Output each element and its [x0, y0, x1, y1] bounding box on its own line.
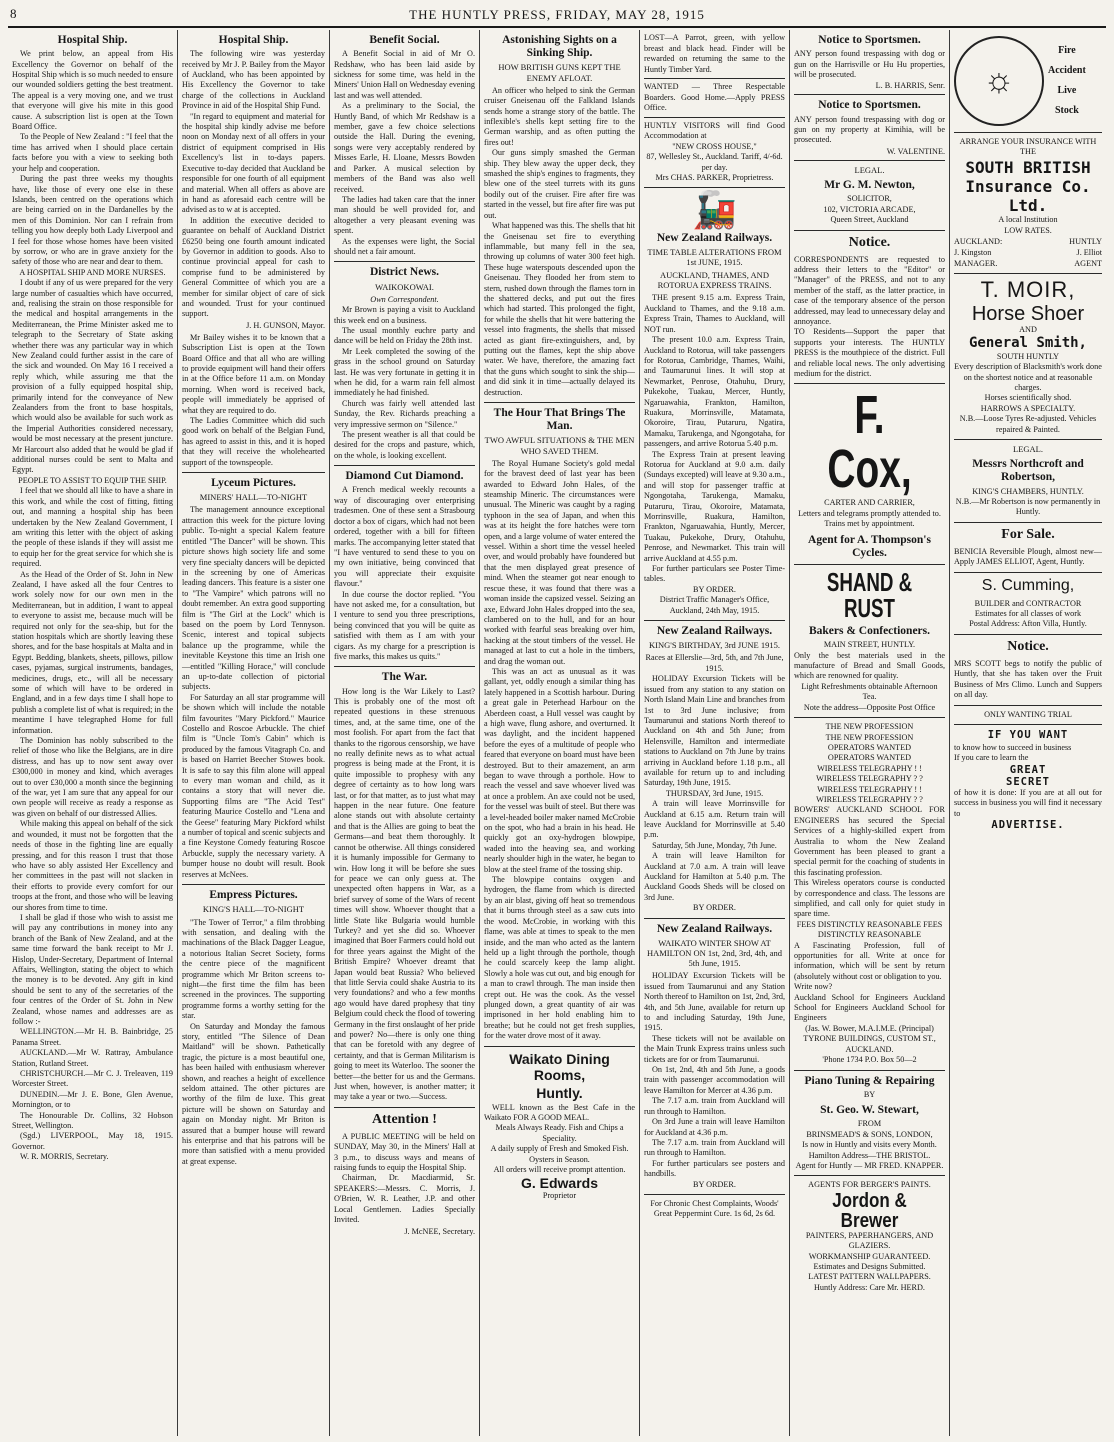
agent-cell: HUNTLY	[1069, 237, 1102, 247]
ad-title: New Zealand Railways.	[656, 922, 773, 935]
divider	[334, 465, 475, 466]
agent-cell: MANAGER.	[954, 259, 998, 269]
ad-headline: T. MOIR,	[980, 277, 1076, 303]
ad-text: CORRESPONDENTS are requested to address their letters to the "Editor" or "Manager" of the PRESS, and not to any member of the staff, as the latter practice, in case of the temporary absence of the person addressed, may lead to unnecessary delay and annoyance.	[794, 254, 945, 326]
ad-text: This Wireless operators course is conducted by correspondence and class. The lessons are simplified, and call only for quiet study in spare time.	[794, 878, 945, 919]
ad-headline: SECRET	[1006, 775, 1050, 788]
article-paragraph: We print below, an appeal from His Excellency the Governor on behalf of the Hospital Ship which is so much needed to ensure our wounded soldiers getting the best treatment. The appeal is a very moving one, and we trust that everyone will give his mite in this good cause. A subscription list is open at the Town Board Office.	[12, 49, 173, 132]
ad-text: Auckland School for Engineers Auckland School for Engineers Auckland School for Engineers	[794, 992, 945, 1023]
ad-text: FROM	[857, 1119, 882, 1129]
ad-headline: F. Cox,	[827, 385, 912, 500]
column-1	[8, 30, 178, 1436]
ad-title: Messrs Northcroft and Robertson,	[972, 458, 1084, 484]
article-subtitle: TWO AWFUL SITUATIONS & THE MEN WHO SAVED THEM.	[484, 435, 635, 456]
ad-text: LOST—A Parrot, green, with yellow breast and black head. Finder will be rewarded on returning the same to the Huntly Timber Yard.	[644, 33, 785, 74]
divider	[954, 724, 1102, 725]
ad-text: BRINSMEAD'S & SONS, LONDON,	[806, 1129, 933, 1139]
ad-text: TO Residents—Support the paper that supports your interests. The HUNTLY PRESS is the mouthpiece of the district. Full and reliable local news. The only advertising medium for the district.	[794, 327, 945, 378]
divider	[954, 439, 1102, 440]
ad-text: ARRANGE YOUR INSURANCE WITH THE	[959, 137, 1097, 157]
article-paragraph: Church was fairly well attended last Sunday, the Rev. Richards preaching a very impressive sermon on "Silence."	[334, 398, 475, 429]
ad-text: CARTER AND CARRIER,	[824, 498, 915, 508]
ad-text: District Traffic Manager's Office, Auckland, 24th May, 1915.	[659, 595, 770, 615]
divider	[334, 261, 475, 262]
article-title: Diamond Cut Diamond.	[345, 470, 464, 483]
agent-cell: J. Kingston	[954, 248, 992, 258]
ad-text: SOUTH HUNTLY	[996, 351, 1060, 361]
ad-headline: SHAND & RUST	[826, 567, 913, 624]
article-subtitle: WAIKOKOWAI.	[375, 281, 434, 292]
ad-headline: General Smith,	[968, 334, 1087, 351]
ad-title: Huntly.	[536, 1084, 583, 1101]
masthead	[8, 4, 1106, 28]
ad-text: 87, Wellesley St., Auckland. Tariff, 4/-6d. per day.	[646, 152, 783, 172]
ad-text: WORKMANSHIP GUARANTEED.	[808, 1251, 931, 1261]
article-paragraph: The Royal Humane Society's gold medal for the bravest deed of last year has been awarded to Edward John Hales, of the steamship Mineric. The circumstances were unusual. The Mineric was caught by a raging typhoon in the sea of Japan, and when this was at its height the fore hatches were torn open, and a large volume of water entered the vessel. Within a short time the vessel heeled over, and would probably have foundered but that the men displayed great presence of mind. When the steamer got near enough to rescue these, it was found that there was a woman inside the capsized vessel. Seizing an axe, Edward John Hales dropped into the sea, clambered on to the hull, and for an hour worked with fearful seas breaking over him, hacking at the stout timbers of the vessel. He managed at last to cut a hole in the timbers, and drag the woman out.	[484, 458, 635, 666]
ad-text: BY ORDER.	[693, 584, 736, 594]
article-paragraph: The Dominion has nobly subscribed to the relief of those who like the Belgians, are in dire distress, and has up to now sent away over £300,000 in money and kind, which averages out to over £30,000 a month since the beginning of the war, yet I am sure that any appeal for our own people will receive as ready a response as was given on behalf of our distressed Allies.	[12, 736, 173, 818]
ad-title: Piano Tuning & Repairing	[804, 1074, 935, 1087]
ad-text: WIRELESS TELEGRAPHY ? ?	[816, 774, 923, 784]
ad-title: Bakers & Confectioners.	[808, 625, 931, 638]
ad-text: WELL known as the Best Cafe in the Waikato FOR A GOOD MEAL.	[484, 1102, 635, 1122]
address-line: DUNEDIN.—Mr J. E. Bone, Glen Avenue, Mornington, or to	[12, 1089, 173, 1110]
ad-text: If you care to learn the	[954, 753, 1029, 763]
article-subtitle: KING'S HALL—TO-NIGHT	[202, 904, 305, 915]
ad-text: AGENTS FOR BERGER'S PAINTS.	[808, 1180, 931, 1190]
article-title: District News.	[370, 266, 439, 279]
ad-title: St. Geo. W. Stewart,	[820, 1104, 919, 1117]
ad-text: ANY person found trespassing with dog or gun on the Harrisville or Hu Hu properties, will be prosecuted.	[794, 49, 945, 80]
ad-text: FEES DISTINCTLY REASONABLE FEES DISTINCTLY REASONABLE	[796, 919, 943, 940]
ad-text: A PUBLIC MEETING will be held on SUNDAY, May 30, in the Miners' Hall at 3 p.m., to discuss ways and means of raising funds to equip the Hospital Ship.	[334, 1131, 475, 1173]
article-subhead: A HOSPITAL SHIP AND MORE NURSES.	[19, 267, 166, 277]
ad-text: THE NEW PROFESSION	[825, 732, 914, 742]
divider	[954, 634, 1102, 635]
classified-ad	[644, 118, 785, 188]
article-paragraph: In addition the executive decided to guarantee on behalf of Auckland District £6250 being one fourth amount indicated by Governor in addition to goods. Also to continue provincial appeal for cash to comprise fund to be administered by General Committee of which you are a member for similar object of care of sick and wounded. Trust for your continued support.	[182, 215, 325, 319]
ad-text: A Fascinating Profession, full of opportunities for all. Write at once for information, which will be sent by return (absolutely without cost or obligation to you.	[794, 940, 945, 981]
ad-text: THE present 9.15 a.m. Express Train, Auckland to Thames, and the 9.18 a.m. Express Train, Thames to Auckland, will NOT run.	[644, 293, 785, 334]
ad-text: HARROWS A SPECIALTY.	[980, 403, 1076, 413]
article-title: The War.	[381, 671, 428, 684]
article-paragraph: The present weather is all that could be desired for the crops and pasture, which, on the whole, is looking excellent.	[334, 430, 475, 460]
ad-text: Trains met by appointment.	[824, 519, 915, 529]
insurance-labels	[1048, 41, 1086, 121]
ad-title: Agent for A. Thompson's Cycles.	[808, 533, 931, 559]
ad-text: ONLY WANTING TRIAL	[984, 709, 1072, 719]
column-5	[640, 30, 790, 1436]
article-subtitle: MINERS' HALL—TO-NIGHT	[199, 492, 308, 503]
ad-text: to know how to succeed in business	[954, 742, 1072, 752]
ad-text: BY	[863, 1089, 876, 1099]
ad-text: A daily supply of Fresh and Smoked Fish.	[490, 1144, 629, 1154]
column-6	[790, 30, 950, 1436]
signature: L. B. HARRIS, Senr.	[875, 81, 945, 91]
insurance-label: Stock	[1054, 105, 1079, 116]
article-paragraph: As the Head of the Order of St. John in New Zealand, I have asked all the four Centres to work solely now for our own men in the Mediterranean, but in addition, I want to appeal to everyone to assist me, because much will be required not only for the sea-ship, but for the station hospitals which are shortly leaving these shores, and for the base hospitals at Malta and in Egypt. Bedding, blankets, sheets, pillows, pillow cases, pyjamas, surgical instruments, bandages, medicines, drugs, etc., will all be necessary some of which will have to be ordered in England, and in a few days time I shall hope to publish a complete list of what is required; in the meantime I have telegraphed Home for full information.	[12, 569, 173, 735]
divider	[954, 522, 1102, 523]
article-paragraph: I shall be glad if those who wish to assist me will pay any contributions in money into any branch of the Bank of New Zealand, and at the same time forward the bank receipt to Mr J. Hislop, Under-Secretary, Department of Internal Affairs, Wellington, stating the object to which the money is to be devoted. Any gift in kind should be sent to any of the secretaries of the four centres of the Order of St. John in New Zealand, whose names and addresses are as follow :-	[12, 912, 173, 1026]
divider	[794, 1070, 945, 1071]
article-paragraph: On Saturday and Monday the famous story, entitled "The Silence of Dean Maitland" will be shown. Pathetically tragic, the picture is a most beautiful one, has been hailed with enthusiasm wherever shown, and reaches a height of excellence seldom attained. The other pictures are worthy of the film de luxe. This great picture will be shown on Saturday and again on Monday night. Mr Briton is assured that a bumper house will reward his enterprise and that his patrons will be more than satisfied with a menu provided at great expense.	[182, 1021, 325, 1166]
ad-text: THURSDAY, 3rd June, 1915.	[665, 788, 764, 798]
divider	[182, 472, 325, 473]
ad-text: THE NEW PROFESSION	[825, 722, 914, 732]
ad-text: Meals Always Ready. Fish and Chips a Speciality.	[495, 1123, 624, 1143]
ad-text: Every description of Blacksmith's work done on the shortest notice and at reasonable charges.	[954, 362, 1102, 392]
ad-headline: S. Cumming,	[981, 576, 1075, 594]
ad-title: Notice.	[848, 234, 891, 250]
column-4	[480, 30, 640, 1436]
ad-title: Waikato Dining Rooms,	[509, 1050, 610, 1083]
ad-text: The 7.17 a.m. train from Auckland will run through to Hamilton.	[644, 1137, 785, 1158]
divider	[954, 705, 1102, 706]
insurance-label: Fire	[1058, 45, 1076, 56]
ad-text: OPERATORS WANTED	[827, 742, 912, 752]
ad-text: 'Phone 1734 P.O. Box 50—2	[822, 1055, 917, 1065]
article-paragraph: "The Tower of Terror," a film throbbing with sensation, and dealing with the machinations of the Black Dagger League, a notorious Italian Secret Society, forms the centre piece of the magnificent programme which Mr Briton screens to-night—the first time the film has been screened in the provinces. The supporting programme forms a worthy setting for the star.	[182, 917, 325, 1021]
divider	[334, 666, 475, 667]
article-paragraph: The usual monthly euchre party and dance will be held on Friday the 28th inst.	[334, 325, 475, 346]
article-paragraph: In due course the doctor replied. "You have not asked me, for a consultation, but I venture to send you three prescriptions, being convinced that you will be quite as satisfied with them as I am with your cigars. As my charge for a prescription is five marks, this makes us quits."	[334, 589, 475, 661]
ad-headline: Jordon & Brewer	[832, 1189, 907, 1232]
ad-headline: ADVERTISE.	[991, 819, 1065, 832]
agent-row	[954, 236, 1102, 247]
divider	[644, 1194, 785, 1195]
ad-subtitle: WAIKATO WINTER SHOW AT HAMILTON ON 1st, 2nd, 3rd, 4th, and 5th June, 1915.	[646, 937, 783, 969]
ad-subtitle: TIME TABLE ALTERATIONS FROM 1st JUNE, 1915.	[647, 246, 782, 267]
article-paragraph: Mr Brown is paying a visit to Auckland this week end on a business.	[334, 305, 475, 325]
ad-headline: Insurance Co. Ltd.	[965, 177, 1091, 216]
ad-text: OPERATORS WANTED	[827, 753, 912, 763]
ad-headline: SOUTH BRITISH	[965, 157, 1091, 177]
ad-text: AND	[1019, 324, 1037, 334]
ad-text: PAINTERS, PAPERHANGERS, AND GLAZIERS.	[805, 1230, 934, 1251]
column-7	[950, 30, 1106, 1436]
ad-title: Notice to Sportsmen.	[818, 34, 921, 46]
insurance-label: Live	[1057, 85, 1077, 96]
ad-text: SOLICITOR,	[847, 194, 892, 204]
page-number: 8	[10, 6, 18, 21]
article-paragraph: During the past three weeks my thoughts have, like those of every one else in these Islands, been centred on the operations which are being carried on in the Dardanelles by the men of this Dominion. Nor can I refrain from telling you how deeply both Lady Liverpool and I feel for those whose homes have been visited by sorrow, or who are in grave anxiety for the safety of those who are near and dear to them.	[12, 174, 173, 267]
ad-text: LOW RATES.	[1004, 225, 1052, 235]
ad-text: HOLIDAY Excursion Tickets will be issued from Taumarunui and any Station North thereof to Hamilton on 1st, 2nd, 3rd, 4th, and 5th June, available for return up to and including Saturday, 19th June, 1915.	[644, 971, 785, 1033]
ad-title: Attention !	[372, 1111, 437, 1127]
locomotive-icon: 🚂	[692, 189, 737, 230]
article-paragraph: The ladies had taken care that the inner man should be well provided for, and altogether a very pleasant evening was spent.	[334, 194, 475, 236]
ad-text: Estimates for all classes of work	[974, 609, 1082, 619]
ad-text: Mrs CHAS. PARKER, Proprietress.	[655, 173, 774, 182]
signature: W. VALENTINE.	[886, 146, 945, 156]
ad-text: Huntly Address: Care Mr. HERD.	[814, 1282, 925, 1292]
ad-text: LATEST PATTERN WALLPAPERS.	[808, 1272, 931, 1282]
agent-cell: J. Elliot	[1076, 248, 1102, 258]
ad-text: Races at Ellerslie—3rd, 5th, and 7th June, 1915.	[645, 653, 784, 673]
ad-text: Write now?	[794, 982, 833, 992]
article-paragraph: The blowpipe contains oxygen and hydrogen, the flame from which is directed by an air blast, giving off heat so tremendous that it burns through steel as a saw cuts into the wood. McCrobie, in working with this flame, was able at times to speak to the men inside, and the man who acted as the lantern held up a light through the porthole, though he could scarcely keep the lamp alight. Slowly a hole was cut out, and big enough for a man to crawl through. The man inside then crept out. He was the cook. As the vessel plunged down, a great quantity of air was imprisoned in her hold enabling him to breathe; but he could not get fresh supplies, for the water drove most of it away.	[484, 875, 635, 1041]
article-paragraph: To the People of New Zealand : "I feel that the time has arrived when I should place certain facts before you with a view to seeking both your help and cooperation.	[12, 132, 173, 173]
article-subtitle: HOW BRITISH GUNS KEPT THE ENEMY AFLOAT.	[498, 62, 621, 83]
article-paragraph: I feel that we should all like to have a share in this work, and while the cost of fitting, fitting out, and manning a hospital ship has been undertaken by the New Zealand Government, I am writing this letter with the object of asking the people of these islands if they will assist me to equip her for the great service for which she is required.	[12, 486, 173, 569]
ad-text: Is now in Huntly and visits every Month.	[802, 1140, 937, 1150]
ad-text: WIRELESS TELEGRAPHY ? ?	[816, 794, 923, 804]
divider	[954, 273, 1102, 274]
ad-subtitle: AUCKLAND, THAMES, AND ROTORUA EXPRESS TRAINS.	[657, 270, 772, 291]
ad-text: WIRELESS TELEGRAPHY ! !	[817, 784, 922, 794]
agent-cell: AUCKLAND:	[954, 237, 1003, 247]
address-line: WELLINGTON.—Mr H. B. Bainbridge, 25 Panama Street.	[12, 1027, 173, 1047]
ad-text: On 1st, 2nd, 4th and 5th June, a goods train with passenger accommodation will leave Hamilton for Mercer at 4.36 p.m.	[644, 1065, 785, 1095]
ad-subtitle: LEGAL.	[1013, 444, 1043, 455]
article-paragraph: I doubt if any of us were prepared for the very large number of casualties which have occurred, and, realising the strain on those responsible for the medical and hospital arrangements in the Mediterranean, the Prime Minister asked me to telegraph to the Secretary of State asking whether there was any particular way in which New Zealand could further assist in the care of the sick and wounded. On May 16 I received a reply which, while assuring me that the provision of a fully equipped hospital ship, primarily intend for the conveyance of New Zealanders from the front to base hospitals, which would also be available for such work as the Imperial Authorities considered necessary, would be most necessary at the present juncture. Mr Harcourt also added that he would be glad if additional nurses could be sent to Malta and Egypt.	[12, 278, 173, 475]
article-paragraph: An officer who helped to sink the German cruiser Gneisenau off the Falkland Islands sends home a strange story of the battle. The inflexible's shells kept setting fire to the German warship, and as often putting the fires out!	[484, 85, 635, 147]
ad-text: MRS SCOTT begs to notify the public of Huntly, that she has taken over the Fruit Business of Mrs Climo. Lunch and Suppers on all day.	[954, 658, 1102, 700]
ad-text: HOLIDAY Excursion Tickets will be issued from any station to any station on North Island Main Line and branches from 1st to 3rd June inclusive; from Taumarunui and stations North thereof to Auckland on 4th and 5th June; from Helensville, Hamilton and intermediate stations to Auckland on 7th June by trains arriving in Auckland before 1.18 p.m., all available for return up to and including Saturday, 19th June, 1915.	[644, 674, 785, 788]
ad-text: BY ORDER.	[693, 1179, 736, 1189]
ad-text: Hamilton Address—THE BRISTOL.	[808, 1150, 931, 1160]
ad-text: A local Institution	[998, 215, 1058, 225]
ad-text: The Express Train at present leaving Rotorua for Auckland at 9.0 a.m. daily (Sundays excepted) will leave at 9.30 a.m., and will stop for passenger traffic at Ngongotaha, Tarukenga, Mamaku, Putaruru, Tirau, Okoroire, Matamata, Morrinsville, Ruakura, Hamilton, Frankton, Ngaruawahia, Huntly, Mercer, Tuakau, Pukekohe, Drury, Otahuhu, Penrose, and Newmarket. This train will arrive Auckland at 4.55 p.m.	[644, 449, 785, 563]
article-paragraph: "In regard to equipment and material for the hospital ship kindly advise me before noon on Monday next of all offers in your district of equipment comprised in His Excellency's list in to-days papers. Executive to-day decided that Auckland be responsible for one fourth of all equipment and material. When all offers as above are in hand as aforesaid each centre will be advised as to w at is accepted.	[182, 111, 325, 215]
divider	[334, 1107, 475, 1108]
ad-title: New Zealand Railways.	[656, 625, 773, 638]
agent-row	[954, 247, 1102, 258]
address-line: CHRISTCHURCH.—Mr C. J. Treleaven, 119 Worcester Street.	[12, 1069, 173, 1089]
address-line: The Honourable Dr. Collins, 32 Hobson Street, Wellington.	[12, 1110, 173, 1131]
article-paragraph: A Benefit Social in aid of Mr O. Redshaw, who has been laid aside by sickness for some time, was held in the Miners' Union Hall on Wednesday evening last and was well attended.	[334, 49, 475, 100]
ad-text: The 7.17 a.m. train from Auckland will run through to Hamilton.	[644, 1096, 785, 1116]
article-paragraph: For Saturday an all star programme will be shown which will include the notable film favourites "Mary Pickford." Maurice Costello and Roscoe Arbuckle. The chief film is "Uncle Tom's Cabin" which is produced by the famous Vitagraph Co. and is based on Harriet Beecher Stowes book. It is safe to say this film alone will appeal to every man woman and child, as it contains a story that will never die. Supporting films are "The Acid Test" featuring Maurice Costello and "Lena and the Geese" featuring Mary Pickford whilst a number of topical and scenic subjects and a fine Keystone Comedy featuring Roscoe Arbuckle, supply the necessary variety. A bumper house no doubt will result. Book reserves at McNees.	[182, 692, 325, 879]
classified-ad	[644, 79, 785, 118]
ad-text: N.B.—Loose Tyres Re-adjusted. Vehicles repaired & Painted.	[959, 414, 1097, 434]
ad-text: HUNTLY VISITORS will find Good Accommodation at	[644, 120, 785, 140]
ad-text: Horses scientifically shod.	[984, 393, 1072, 403]
proprietor-name: G. Edwards	[520, 1175, 599, 1192]
article-title: Hospital Ship.	[218, 34, 289, 46]
ad-text: For Chronic Chest Complaints, Woods' Great Peppermint Cure. 1s 6d, 2s 6d.	[650, 1198, 779, 1219]
divider	[794, 1175, 945, 1176]
ad-text: A train will leave Hamilton for Auckland at 7.0 a.m. A train will leave Auckland for Hamilton at 5.40 p.m. The Auckland Goods Sheds will be closed on 3rd June.	[644, 851, 785, 902]
ad-text: Estimates and Designs Submitted.	[813, 1262, 926, 1271]
ad-text: The present 10.0 a.m. Express Train, Auckland to Rotorua, will take passengers for Rotorua, Cambridge, Thames, Waihi, and Taumarunui lines. It will stop at Newmarket, Penrose, Otahuhu, Drury, Pukekohe, Tuakau, Mercer, Huntly, Ngaruawahia, Frankton, Hamilton, Ruakura, Morrinsville, Matamata, Okoroire, Tirau, Putaruru, Ngatira, Mamaku, Tarukenga, and Ngongotaha, for passengers, and arrive Rotorua 5.40 p.m.	[644, 335, 785, 449]
address-line: AUCKLAND.—Mr W. Rattray, Ambulance Station, Rutland Street.	[12, 1048, 173, 1068]
ad-text: N.B.—Mr Robertson is now permanently in Huntly.	[955, 497, 1101, 517]
divider	[794, 230, 945, 231]
article-paragraph: While making this appeal on behalf of the sick and wounded, it must not be forgotten that the needs of those in the fighting line are equally pressing, and for this reason I trust that those who have so ably assisted Her Excellency and her committees in the past will not slacken in their efforts to provide every comfort for our troops at the front, and those who will be leaving our shores from time to time.	[12, 819, 173, 912]
divider	[484, 402, 635, 403]
ad-text: All orders will receive prompt attention.	[493, 1165, 626, 1174]
ad-text: BOWERS' AUCKLAND SCHOOL FOR ENGINEERS has secured the Special Services of a highly-skilled expert from Australia to whom the New Zealand Government has been pleased to grant a special permit for the coaching of students in this fascinating profession.	[794, 805, 945, 877]
byline: Own Correspondent.	[370, 294, 439, 304]
ad-text: Queen Street, Auckland	[830, 215, 909, 225]
masthead-title: THE HUNTLY PRESS, FRIDAY, MAY 28, 1915	[409, 7, 705, 22]
signature: J. H. GUNSON, Mayor.	[246, 320, 325, 330]
divider	[954, 572, 1102, 573]
article-subhead: PEOPLE TO ASSIST TO EQUIP THE SHIP.	[18, 475, 167, 485]
ad-text: of how it is done: If you are at all out for success in business you will find it necessary to	[954, 787, 1102, 818]
agent-row	[954, 258, 1102, 269]
divider	[182, 884, 325, 885]
ad-text: BUILDER and CONTRACTOR	[974, 598, 1082, 608]
signature: J. McNEE, Secretary.	[404, 1226, 475, 1236]
divider	[954, 132, 1102, 133]
article-title: Empress Pictures.	[209, 889, 298, 902]
column-2	[178, 30, 330, 1436]
ad-text: "NEW CROSS HOUSE,"	[672, 141, 757, 151]
signature: (Sgd.) LIVERPOOL, May 18, 1915. Governor.	[12, 1131, 173, 1151]
ad-title: New Zealand Railways.	[656, 231, 773, 244]
ad-subtitle: LEGAL.	[854, 164, 885, 175]
article-paragraph: As the expenses were light, the Social should net a fair amount.	[334, 236, 475, 256]
ad-text: WANTED — Three Respectable Boarders. Good Home.—Apply PRESS Office.	[644, 82, 785, 112]
column-3	[330, 30, 480, 1436]
ad-text: For further particulars see Poster Time-tables.	[644, 564, 785, 584]
ad-text: Light Refreshments obtainable Afternoon Tea.	[801, 681, 938, 702]
ad-headline: IF YOU WANT	[987, 728, 1069, 741]
ad-text: Chairman, Dr. Macdiarmid, Sr. SPEAKERS:—Messrs. C. Morris, J. O'Brien, W. R. Leather, J.P. and other Local Gentlemen. Ladies Specially Invited.	[334, 1173, 475, 1225]
article-title: The Hour That Brings The Man.	[493, 407, 626, 433]
article-title: Astonishing Sights on a Sinking Ship.	[502, 34, 617, 60]
article-title: Lyceum Pictures.	[211, 477, 296, 490]
ad-text: Postal Address: Afton Villa, Huntly.	[969, 619, 1087, 629]
article-paragraph: What happened was this. The shells that hit the Gneisenau set fire to everything inflammable, but many fell in the sea, throwing up columns of water 300 feet high. These huge waterspouts descended upon the Gneisenau. They flooded her from stem to stern, rushed down through the flames torn in the shattered decks, and put out the fires which had started. This prolonged the fight, for while the shells that hit were battering the vessel into fragments, the shells that missed acted as giant fire-extinguishers, and, by putting out the flames, kept the ship above water. We have, therefore, the amazing fact that the guns which sought to sink the ship—and did sink it in time—actually delayed its destruction.	[484, 221, 635, 397]
article-paragraph: How long is the War Likely to Last? This is probably one of the most oft repeated questions in these strenuous times, and, at the same time, one of the most foolish. For apart from the fact that thanks to the rigorous censorship, we have no really definite news as to what actual progress is being made at the Front, it is quite impossible to prophesy with any degree of certainty as to how long wars last, or for that matter, as to just what may happen in the near future. One feature alone stands out with absolute certainty and that is the Allies are going to beat the Germans—and beat them thoroughly. It cannot be otherwise. All things considered it is humanly impossible for Germany to win. How long it will be before she sues for peace we can only guess at. The unexpected often happens in War, as a brief survey of some of the Wars of recent times will show. Whoever thought that a little State like Bulgaria would humble Turkey? and yet she did so. Whoever imagined that Boer Farmers could hold out for three years against the Might of the British Empire? Whoever dreamt that Japan would beat Russia? Who believed that little Servia could shake Austria to its very foundations? and who a few months ago would have dared prophesy that tiny Belgium could check the flood of towering Germany in the first onslaught of her pride and power? No—there is only one thing that can be foretold with any degree of certainty, and that is German Militarism is going to meet its Waterloo. The sooner the better—the better for us and the Germans. Just when, however, is another matter; it may take a year or two.—Success.	[334, 686, 475, 1102]
ad-text: BY ORDER.	[693, 903, 736, 913]
divider	[644, 918, 785, 919]
article-paragraph: Mr Leek completed the sowing of the grass in the school ground on Saturday last. He was very fortunate in getting it in when he did, for a warm rain fell almost immediately he had finished.	[334, 346, 475, 398]
ad-text: TYRONE BUILDINGS, CUSTOM ST., AUCKLAND.	[803, 1034, 936, 1054]
ad-text: Only the best materials used in the manufacture of Bread and Small Goods, which are renowned for quality.	[794, 650, 945, 681]
article-title: Hospital Ship.	[57, 34, 128, 46]
ad-text: Oysters in Season.	[529, 1154, 590, 1164]
ad-text: KING'S CHAMBERS, HUNTLY.	[972, 486, 1084, 496]
ad-title: Mr G. M. Newton,	[824, 179, 915, 192]
article-paragraph: The management announce exceptional attraction this week for the picture loving public. To-night a special Kalem feature entitled "The Dancer" will be shown. This picture shows high society life and some very fine specialty dancers will be depicted in the screening by one of Americas leading dancers. This feature is a sister one to "The Vampire" which patrons will no doubt remember. An extra good supporting film is "The Girl at the Lock" which is based on the poem by Lord Tennyson. Scenic, interest and topical subjects balance up the programme, while the inevitable Keystone this time an Irish one—entitled "Killing Horace," will conclude an up-to-date collection of pictorial subjects.	[182, 505, 325, 692]
columns	[8, 30, 1106, 1436]
divider	[794, 717, 945, 718]
article-paragraph: The Ladies Committee which did such good work on behalf of the Belgian Fund, has agreed to assist in this, and it is hoped that they will receive the wholehearted support of the townspeople.	[182, 416, 325, 467]
divider	[644, 620, 785, 621]
article-paragraph: As a preliminary to the Social, the Huntly Band, of which Mr Redshaw is a member, gave a few choice selections outside the Hall. During the evening, songs were very acceptably rendered by Misses Earle, H. Lloane, Messrs Bowden and Parker. A musical selection by members of the Band was also well received.	[334, 101, 475, 194]
divider	[794, 383, 945, 384]
signature: W. R. MORRIS, Secretary.	[20, 1152, 109, 1162]
ad-text: Saturday, 5th June, Monday, 7th June.	[652, 840, 777, 850]
divider	[794, 564, 945, 565]
article-title: Benefit Social.	[369, 34, 440, 46]
ad-text: ANY person found trespassing with dog or gun on my property at Kimihia, will be prosecuted.	[794, 114, 945, 145]
divider	[794, 160, 945, 161]
ad-text: These tickets will not be available on the Main Trunk Express trains unless such tickets are for or from Taumarunui.	[644, 1033, 785, 1064]
ad-text: Agent for Huntly — MR FRED. KNAPPER.	[795, 1160, 944, 1170]
agent-cell: AGENT	[1074, 259, 1102, 269]
ad-title: Notice to Sportsmen.	[818, 99, 921, 112]
ad-text: On 3rd June a train will leave Hamilton for Auckland at 4.36 p.m.	[644, 1117, 785, 1137]
ad-text: Letters and telegrams promptly attended to.	[798, 508, 941, 518]
ad-text: For further particulars see posters and handbills.	[644, 1158, 785, 1179]
insurance-emblem	[954, 36, 1102, 126]
divider	[794, 94, 945, 95]
article-paragraph: The following wire was yesterday received by Mr J. P. Bailey from the Mayor of Auckland, who has been appointed by His Excellency the Governor to take charge of the collections in Auckland Province in aid of the Hospital Ship Fund.	[182, 49, 325, 111]
classified-ad	[644, 30, 785, 79]
insurance-label: Accident	[1048, 65, 1086, 76]
ad-text: WIRELESS TELEGRAPHY ! !	[817, 763, 922, 773]
ad-text: A train will leave Morrinsville for Auckland at 6.15 a.m. Return train will leave Auckland for Morrinsville at 5.40 p.m.	[644, 799, 785, 840]
ad-headline: Horse Shoer	[971, 302, 1085, 325]
article-paragraph: Mr Bailey wishes it to be known that a Subscription List is open at the Town Board Office and that all who are willing to provide equipment will hand their offers in at the Office before 11 a.m. on Monday morning. When word is received back, people will immediately be apprised of what they are required to do.	[182, 332, 325, 415]
sunburst-icon: ☼	[954, 36, 1044, 126]
ad-text: MAIN STREET, HUNTLY.	[823, 640, 916, 650]
ad-title: Notice.	[1007, 638, 1049, 654]
ad-text: BENICIA Reversible Plough, almost new—Apply JAMES ELLIOT, Agent, Huntly.	[954, 546, 1102, 567]
article-paragraph: This was an act as unusual as it was gallant, yet, oddly enough a similar thing has lately happened in a Scottish harbour. During a great gale in Peterhead Harbour on the Aberdeen coast, a Hull vessel was caught by a high wave, flung ashore, and overturned. It was daylight, and the incident happened before the eyes of a multitude of people who feared that everyone on board must have been destroyed. But to their amazement, an arm began to wave through a porthole. How to reach the vessel and save whoever lived was at once a problem. An axe could not be used, for the vessel was built of steel. But there was a level-headed boiler maker named McCrobie on the spot, who had a brain in his head. He quickly got an oxy-hydrogen blowpipe, waded into the heaving sea, and working nearly shoulder high in the water, he began to blow at the steel frame of the tossing ship.	[484, 666, 635, 874]
ad-subtitle: KING'S BIRTHDAY, 3rd JUNE 1915.	[649, 640, 780, 651]
ad-headline: GREAT	[1009, 763, 1047, 776]
ad-text: Note the address—Opposite Post Office	[803, 702, 936, 712]
proprietor-role: Proprietor	[542, 1191, 577, 1201]
divider	[484, 1046, 635, 1047]
ad-text: (Jas. W. Bower, M.A.I.M.E. (Principal)	[805, 1023, 934, 1033]
article-paragraph: A French medical weekly recounts a way of discouraging over enterprising tradesmen. One of these sent a Strasbourg doctor a box of cigars, which had not been ordered, together with a bill for fifteen marks. The accompanying letter stated that "I have ventured to send these to you on my own initiative, being convinced that you will appreciate their exquisite flavour."	[334, 485, 475, 589]
ad-title: For Sale.	[1001, 526, 1055, 542]
article-paragraph: Our guns simply smashed the German ship. They blew away the upper deck, they smashed the ship's engines to fragments, they blew one of the steel turrets with its guns bodily out of the cruiser. Fire after fire was started in the vessel, but fire after fire was put out.	[484, 148, 635, 220]
ad-text: 102, VICTORIA ARCADE,	[823, 204, 916, 214]
